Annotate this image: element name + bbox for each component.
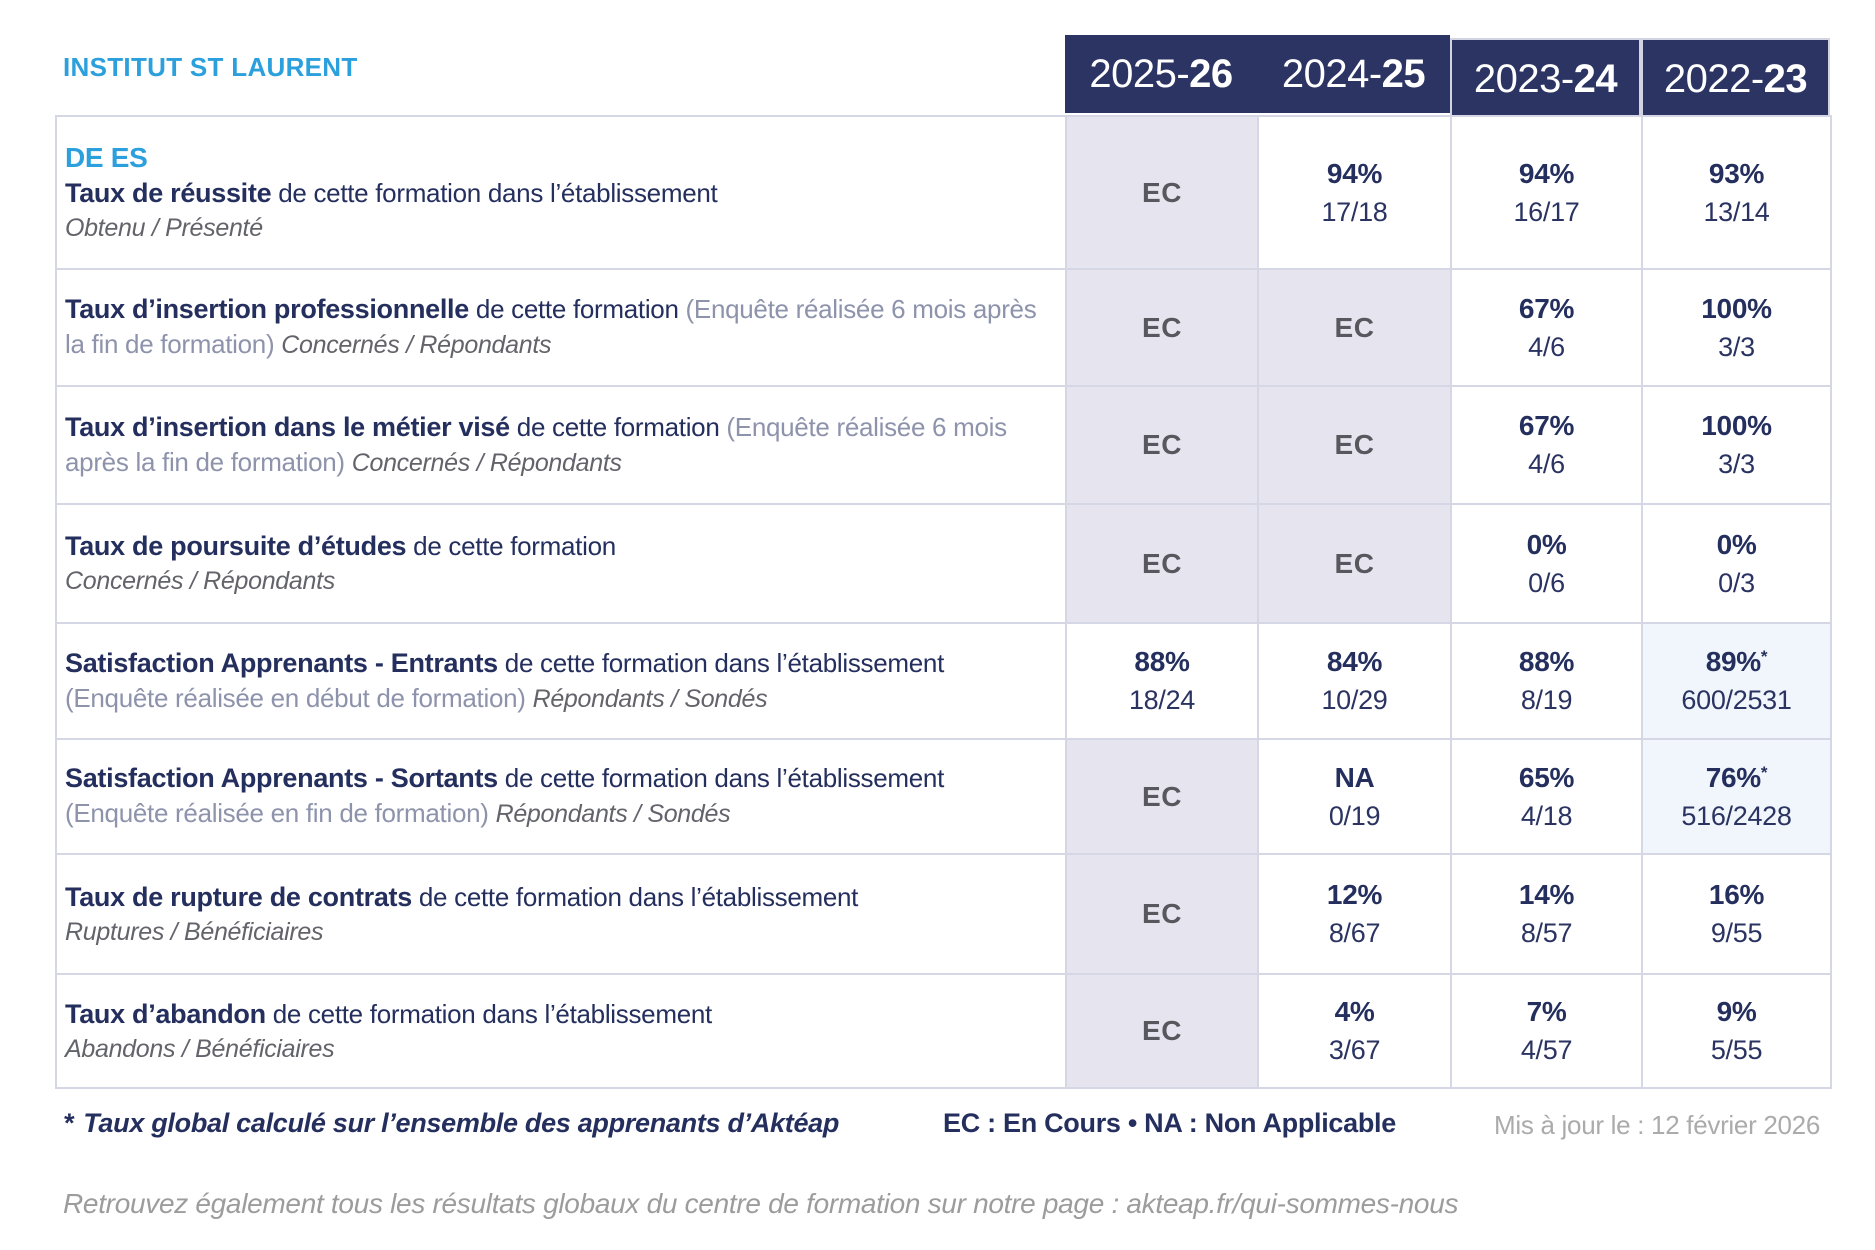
row-label-text — [65, 997, 1047, 1032]
year-header — [1065, 35, 1830, 125]
row-title: Taux de rupture de contrats — [65, 881, 412, 912]
percentage-value: 100% — [1701, 410, 1772, 441]
year-column-header — [1450, 38, 1641, 120]
fraction-value: 4/6 — [1528, 449, 1565, 479]
percentage-value: 88% — [1518, 646, 1575, 677]
row-label — [57, 740, 1067, 855]
value-cell — [1259, 624, 1452, 740]
value-cell — [1643, 387, 1832, 505]
year-prefix: 2023- — [1473, 56, 1574, 101]
fraction-value: 3/67 — [1328, 1035, 1381, 1065]
fraction-value: 8/19 — [1520, 685, 1573, 715]
row-survey-note: (Enquête réalisée en début de formation) — [65, 682, 533, 713]
row-label — [57, 855, 1067, 975]
percentage-value: 84% — [1326, 646, 1383, 677]
ec-label: EC — [1334, 311, 1375, 343]
fraction-value: 8/57 — [1520, 918, 1573, 948]
row-label-text — [65, 292, 1047, 363]
year-prefix: 2025- — [1089, 51, 1190, 96]
ec-label: EC — [1142, 898, 1182, 929]
row-title: Taux d’insertion dans le métier visé — [65, 411, 510, 442]
fraction-value: 3/3 — [1718, 449, 1755, 479]
footnote-text: Taux global calculé sur l’ensemble des apprenants d’Aktéap — [83, 1108, 840, 1138]
ec-cell — [1067, 975, 1259, 1089]
fraction-value: 0/19 — [1328, 800, 1381, 831]
ec-cell — [1259, 387, 1452, 505]
row-title: Satisfaction Apprenants - Sortants — [65, 763, 498, 793]
footnote-asterisk: * — [63, 1108, 74, 1138]
fraction-value: 4/57 — [1520, 1035, 1573, 1065]
fraction-value: 516/2428 — [1681, 800, 1792, 831]
percentage-value: 4% — [1334, 996, 1375, 1027]
row-label-text — [65, 646, 1047, 717]
ec-cell — [1067, 740, 1259, 855]
ec-cell — [1067, 855, 1259, 975]
ec-cell — [1259, 505, 1452, 624]
value-cell — [1643, 117, 1832, 270]
row-description: de cette formation dans l’établissement — [497, 763, 945, 793]
row-description: de cette formation — [468, 294, 686, 324]
percentage-value: 0% — [1526, 528, 1567, 560]
percentage-value: 100% — [1701, 292, 1772, 324]
row-ratio-caption: Abandons / Bénéficiaires — [65, 1034, 335, 1063]
row-survey-note: (Enquête réalisée 6 mois après la fin de formation) — [65, 411, 1007, 477]
asterisk-marker: * — [1760, 762, 1768, 782]
row-survey-note: (Enquête réalisée en fin de formation) — [65, 798, 496, 828]
ec-label: EC — [1142, 547, 1182, 579]
value-cell — [1259, 117, 1452, 270]
last-updated-label: Mis à jour le : 12 février 2026 — [1494, 1110, 1820, 1140]
institution-title: INSTITUT ST LAURENT — [63, 52, 358, 82]
value-cell — [1643, 975, 1832, 1089]
percentage-value: 16% — [1708, 879, 1765, 910]
value-cell — [1259, 855, 1452, 975]
row-description: de cette formation — [406, 531, 616, 561]
percentage-value: 67% — [1518, 410, 1575, 441]
percentage-value: 94% — [1326, 157, 1383, 189]
fraction-value: 8/67 — [1328, 918, 1381, 948]
value-cell — [1643, 505, 1832, 624]
value-cell — [1452, 855, 1643, 975]
row-ratio-caption: Répondants / Sondés — [495, 800, 731, 828]
footnote — [63, 1108, 839, 1139]
row-label-text — [65, 410, 1047, 481]
value-cell — [1452, 117, 1643, 270]
row-title: Taux de réussite — [65, 178, 272, 208]
row-ratio-caption: Concernés / Répondants — [65, 567, 335, 595]
row-ratio-caption: Concernés / Répondants — [281, 331, 552, 359]
year-column-header — [1257, 35, 1450, 113]
ec-cell — [1259, 270, 1452, 387]
ec-label: EC — [1142, 780, 1182, 812]
fraction-value: 3/3 — [1718, 331, 1755, 362]
percentage-value: 88% — [1134, 646, 1190, 677]
row-title: Satisfaction Apprenants - Entrants — [65, 647, 498, 678]
fraction-value: 18/24 — [1128, 685, 1196, 715]
fraction-value: 17/18 — [1321, 196, 1388, 227]
fraction-value: 5/55 — [1710, 1035, 1763, 1065]
ec-label: EC — [1334, 429, 1375, 460]
year-column-header — [1065, 35, 1257, 113]
fraction-value: 600/2531 — [1681, 685, 1792, 715]
percentage-value: 89%* — [1705, 646, 1768, 677]
year-suffix: 25 — [1381, 51, 1426, 96]
row-label — [57, 975, 1067, 1089]
global-results-note: Retrouvez également tous les résultats globaux du centre de formation sur notre page : akteap.fr/qui-sommes-nous — [63, 1188, 1459, 1219]
value-cell — [1643, 270, 1832, 387]
fraction-value: 4/6 — [1528, 331, 1565, 362]
ec-label: EC — [1142, 1015, 1182, 1046]
percentage-value: NA — [1334, 761, 1375, 793]
value-cell — [1452, 624, 1643, 740]
value-cell — [1259, 740, 1452, 855]
row-label — [57, 117, 1067, 270]
row-label — [57, 624, 1067, 740]
percentage-value: 7% — [1526, 996, 1567, 1027]
fraction-value: 13/14 — [1703, 196, 1770, 227]
value-cell — [1259, 975, 1452, 1089]
percentage-value: 9% — [1716, 996, 1757, 1027]
ec-label: EC — [1142, 311, 1182, 343]
value-cell — [1452, 387, 1643, 505]
percentage-value: 76%* — [1705, 761, 1768, 793]
value-cell — [1452, 505, 1643, 624]
row-label — [57, 387, 1067, 505]
value-cell — [1643, 740, 1832, 855]
row-ratio-caption: Obtenu / Présenté — [65, 214, 263, 242]
row-title: Taux d’abandon — [65, 998, 266, 1029]
ec-cell — [1067, 505, 1259, 624]
row-label-text — [65, 176, 1047, 211]
year-prefix: 2022- — [1663, 56, 1764, 101]
row-label — [57, 270, 1067, 387]
row-ratio-caption: Ruptures / Bénéficiaires — [65, 917, 324, 946]
row-ratio-caption: Répondants / Sondés — [532, 684, 768, 713]
percentage-value: 14% — [1518, 879, 1575, 910]
value-cell — [1452, 740, 1643, 855]
ec-label: EC — [1334, 547, 1375, 579]
row-label-text — [65, 880, 1047, 915]
row-label-text — [65, 761, 1047, 832]
value-cell — [1643, 624, 1832, 740]
results-table — [55, 115, 1832, 1089]
year-suffix: 23 — [1763, 56, 1808, 101]
abbreviations-legend: EC : En Cours • NA : Non Applicable — [943, 1108, 1396, 1138]
program-title: DE ES — [65, 142, 148, 173]
value-cell — [1452, 270, 1643, 387]
asterisk-marker: * — [1760, 647, 1768, 666]
percentage-value: 67% — [1518, 292, 1575, 324]
row-description: de cette formation dans l’établissement — [271, 178, 718, 208]
row-ratio-caption: Concernés / Répondants — [351, 448, 622, 477]
fraction-value: 0/6 — [1528, 567, 1565, 598]
percentage-value: 12% — [1326, 879, 1383, 910]
year-suffix: 24 — [1573, 56, 1618, 101]
ec-cell — [1067, 387, 1259, 505]
value-cell — [1643, 855, 1832, 975]
year-suffix: 26 — [1189, 51, 1233, 96]
row-label — [57, 505, 1067, 624]
value-cell — [1452, 975, 1643, 1089]
percentage-value: 94% — [1518, 157, 1575, 189]
value-cell — [1067, 624, 1259, 740]
ec-label: EC — [1142, 176, 1182, 208]
row-title: Taux de poursuite d’études — [65, 531, 407, 561]
fraction-value: 4/18 — [1520, 800, 1573, 831]
percentage-value: 93% — [1708, 157, 1765, 189]
year-prefix: 2024- — [1281, 51, 1382, 96]
row-description: de cette formation — [509, 411, 727, 442]
row-label-text — [65, 529, 1047, 564]
row-description: de cette formation dans l’établissement — [497, 647, 945, 678]
row-survey-note: (Enquête réalisée 6 mois après la fin de formation) — [65, 294, 1037, 359]
ec-cell — [1067, 270, 1259, 387]
row-description: de cette formation dans l’établissement — [411, 881, 859, 912]
fraction-value: 0/3 — [1718, 567, 1755, 598]
year-column-header — [1641, 38, 1830, 120]
ec-cell — [1067, 117, 1259, 270]
row-title: Taux d’insertion professionnelle — [65, 294, 469, 324]
fraction-value: 10/29 — [1321, 685, 1388, 715]
fraction-value: 9/55 — [1710, 918, 1763, 948]
ec-label: EC — [1142, 429, 1182, 460]
percentage-value: 0% — [1716, 528, 1757, 560]
fraction-value: 16/17 — [1513, 196, 1580, 227]
percentage-value: 65% — [1518, 761, 1575, 793]
row-description: de cette formation dans l’établissement — [265, 998, 712, 1029]
